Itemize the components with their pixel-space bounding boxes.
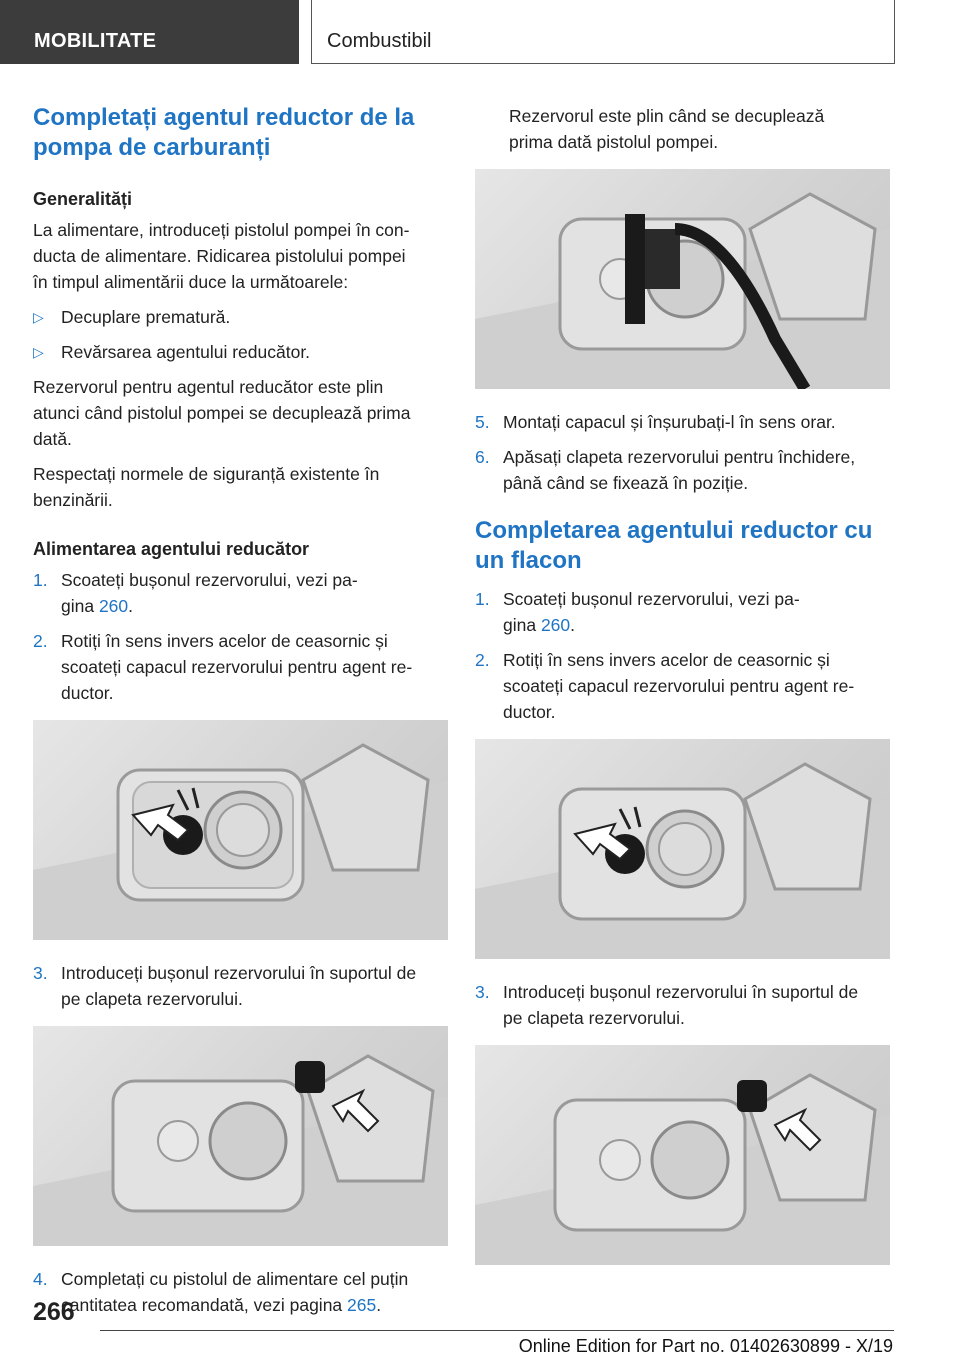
bullet-text: Revărsarea agentului reducător.: [61, 342, 311, 362]
step-text: [61, 567, 358, 619]
safety-line1: Respectați normele de siguranță existente în: [33, 464, 380, 484]
step-text: [61, 960, 416, 1012]
bullet-text: Decuplare prematură.: [61, 307, 231, 327]
general-line2: ducta de alimentare. Ridicarea pistolului pompei: [33, 246, 406, 266]
step-line-end: .: [376, 1295, 382, 1315]
step-item: [475, 647, 890, 725]
step-item: [475, 586, 890, 638]
step-item: [33, 628, 448, 706]
page-link[interactable]: 265: [347, 1295, 377, 1315]
page-link[interactable]: 260: [98, 596, 129, 616]
refuel-heading: Alimentarea agentului reducător: [33, 539, 310, 559]
step-text: [503, 586, 800, 638]
step-item: [33, 1266, 448, 1318]
fuel-flap-illustration: [33, 720, 448, 940]
step-line: scoateți capacul rezervorului pentru agent re-: [61, 657, 413, 677]
figure-cap-removal-2: [475, 739, 890, 959]
step-line: Scoateți bușonul rezervorului, vezi pa-: [503, 589, 800, 609]
bottle-title-line1: Completarea agentului reductor cu: [475, 517, 873, 544]
full-tank-note-line1: Rezervorul este plin când se decuplează: [509, 106, 825, 126]
full-tank-paragraph: [33, 374, 448, 452]
step-number: 4.: [33, 1269, 48, 1289]
step-line: Rotiți în sens invers acelor de ceasornic și: [503, 650, 830, 670]
safety-line2: benzinării.: [33, 490, 113, 510]
full-tank-line2: atunci când pistolul pompei se decuplează prima: [33, 403, 411, 423]
step-line: Completați cu pistolul de alimentare cel puțin: [61, 1269, 409, 1289]
step-line: pe clapeta rezervorului.: [61, 989, 243, 1009]
figure-cap-removal: [33, 720, 448, 940]
step-item: [33, 960, 448, 1012]
section-title-line2: pompa de carburanți: [33, 134, 271, 161]
step-line: gina: [61, 596, 99, 616]
fuel-flap-cap-holder-illustration-2: [475, 1045, 890, 1265]
footer-edition: Online Edition for Part no. 01402630899 - X/19: [518, 1336, 893, 1356]
full-tank-line1: Rezervorul pentru agentul reducător este plin: [33, 377, 384, 397]
section-label: MOBILITATE: [34, 30, 157, 52]
figure-cap-holder-2: [475, 1045, 890, 1265]
triangle-bullet-icon: ▷: [33, 344, 44, 360]
bullet-item: [33, 304, 448, 330]
step-text: Montați capacul și înșurubați-l în sens orar.: [503, 412, 836, 432]
step-line: ductor.: [61, 683, 114, 703]
step-line: până când se fixează în poziție.: [503, 473, 749, 493]
step-line: scoateți capacul rezervorului pentru agent re-: [503, 676, 855, 696]
full-tank-note-line2: prima dată pistolul pompei.: [509, 132, 719, 152]
step-text: [61, 628, 412, 706]
step-number: 6.: [475, 447, 490, 467]
step-item: [475, 444, 890, 496]
step-number: 3.: [33, 963, 48, 983]
figure-pump-nozzle: [475, 169, 890, 389]
step-line-end: .: [128, 596, 134, 616]
page-number: 266: [33, 1298, 75, 1326]
chapter-tab: [311, 0, 895, 64]
bottle-section-title: [475, 516, 890, 576]
pump-nozzle-illustration: [475, 169, 890, 389]
general-line1: La alimentare, introduceți pistolul pompei în con-: [33, 220, 410, 240]
step-text: [503, 647, 854, 725]
section-title: [33, 103, 448, 163]
chapter-label: Combustibil: [327, 30, 432, 52]
step-text: [61, 1266, 408, 1318]
fuel-flap-illustration-2: [475, 739, 890, 959]
general-paragraph: [33, 217, 448, 295]
step-text: [503, 444, 855, 496]
general-line3: în timpul alimentării duce la următoarele:: [33, 272, 349, 292]
step-item: [33, 567, 448, 619]
step-line-end: .: [570, 615, 576, 635]
full-tank-note: [475, 103, 890, 155]
step-item: [475, 979, 890, 1031]
bottle-title-line2: un flacon: [475, 547, 582, 574]
step-line: Apăsați clapeta rezervorului pentru închidere,: [503, 447, 856, 467]
step-number: 5.: [475, 412, 490, 432]
step-line: pe clapeta rezervorului.: [503, 1008, 685, 1028]
right-column: [475, 103, 890, 1285]
step-number: 1.: [33, 570, 48, 590]
step-text: [503, 979, 858, 1031]
step-item: [475, 409, 890, 435]
safety-paragraph: [33, 461, 448, 513]
step-number: 3.: [475, 982, 490, 1002]
step-line: Scoateți bușonul rezervorului, vezi pa-: [61, 570, 358, 590]
figure-cap-holder: [33, 1026, 448, 1246]
step-line: Introduceți bușonul rezervorului în suportul de: [61, 963, 417, 983]
step-number: 2.: [33, 631, 48, 651]
section-tab: [0, 0, 299, 64]
general-heading: Generalități: [33, 189, 133, 209]
bullet-item: [33, 339, 448, 365]
step-line: Rotiți în sens invers acelor de ceasornic și: [61, 631, 388, 651]
fuel-flap-cap-holder-illustration: [33, 1026, 448, 1246]
full-tank-line3: dată.: [33, 429, 72, 449]
step-line: cantitatea recomandată, vezi pagina: [61, 1295, 348, 1315]
step-line: gina: [503, 615, 541, 635]
footer-divider: [100, 1330, 894, 1331]
section-title-line1: Completați agentul reductor de la: [33, 104, 415, 131]
step-number: 1.: [475, 589, 490, 609]
left-column: [33, 103, 448, 1327]
step-line: Introduceți bușonul rezervorului în suportul de: [503, 982, 859, 1002]
triangle-bullet-icon: ▷: [33, 309, 44, 325]
step-line: ductor.: [503, 702, 556, 722]
step-number: 2.: [475, 650, 490, 670]
page-link[interactable]: 260: [540, 615, 571, 635]
